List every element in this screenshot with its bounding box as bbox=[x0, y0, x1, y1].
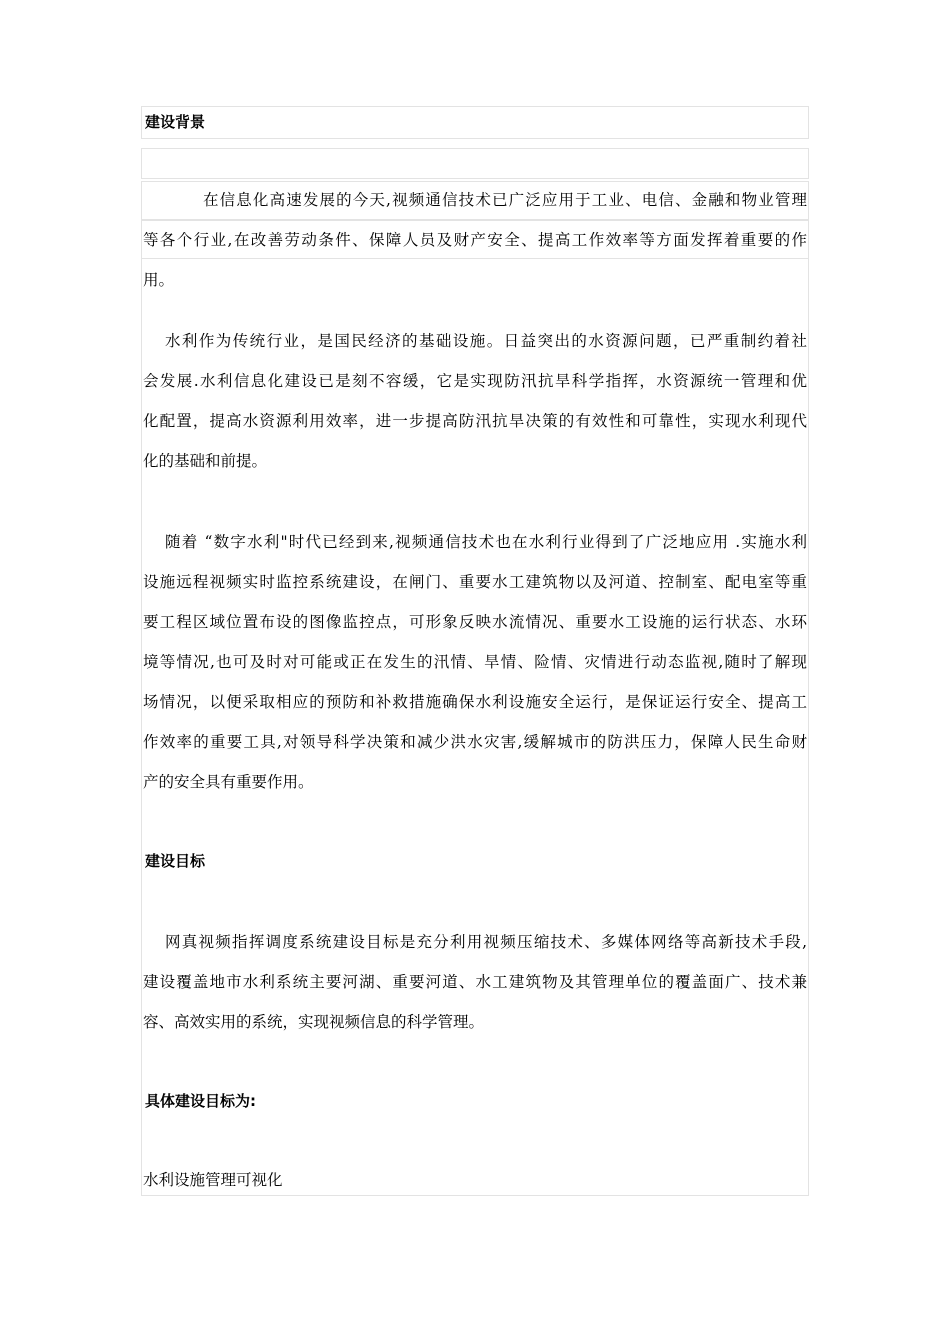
paragraph-line: 产的安全具有重要作用。 bbox=[143, 773, 314, 791]
paragraph-line: 设施远程视频实时监控系统建设，在闸门、重要水工建筑物以及河道、控制室、配电室等重 bbox=[143, 573, 807, 591]
paragraph-line: 水利作为传统行业，是国民经济的基础设施。日益突出的水资源问题，已严重制约着社 bbox=[165, 332, 807, 350]
table-row-empty-frame bbox=[141, 148, 809, 179]
paragraph-line: 随着 “数字水利"时代已经到来,视频通信技术也在水利行业得到了广泛地应用 .实施水利 bbox=[165, 533, 807, 551]
paragraph-line: 建设覆盖地市水利系统主要河湖、重要河道、水工建筑物及其管理单位的覆盖面广、技术兼 bbox=[143, 973, 807, 991]
paragraph-line: 境等情况,也可及时对可能或正在发生的汛情、旱情、险情、灾情进行动态监视,随时了解现 bbox=[143, 653, 807, 671]
paragraph-line: 要工程区域位置布设的图像监控点，可形象反映水流情况、重要水工设施的运行状态、水环 bbox=[143, 613, 807, 631]
section-heading-goal: 建设目标 bbox=[145, 852, 206, 870]
section-heading-background: 建设背景 bbox=[145, 113, 206, 131]
paragraph-line: 作效率的重要工具,对领导科学决策和减少洪水灾害,缓解城市的防洪压力，保障人民生命财 bbox=[143, 733, 807, 751]
paragraph-line: 网真视频指挥调度系统建设目标是充分利用视频压缩技术、多媒体网络等高新技术手段, bbox=[165, 933, 807, 951]
paragraph-line: 化配置，提高水资源利用效率，进一步提高防汛抗旱决策的有效性和可靠性，实现水利现代 bbox=[143, 412, 807, 430]
paragraph-line: 化的基础和前提。 bbox=[143, 452, 268, 470]
paragraph-line: 用。 bbox=[143, 271, 175, 289]
paragraph-line: 等各个行业,在改善劳动条件、保障人员及财产安全、提高工作效率等方面发挥着重要的作 bbox=[143, 231, 807, 249]
section-heading-specific: 具体建设目标为: bbox=[145, 1092, 256, 1110]
paragraph-line: 会发展.水利信息化建设已是刻不容缓，它是实现防汛抗旱科学指挥，水资源统一管理和优 bbox=[143, 372, 807, 390]
paragraph-line: 在信息化高速发展的今天,视频通信技术已广泛应用于工业、电信、金融和物业管理 bbox=[203, 191, 807, 209]
paragraph-line: 场情况，以便采取相应的预防和补救措施确保水利设施安全运行，是保证运行安全、提高工 bbox=[143, 693, 807, 711]
paragraph-line: 容、高效实用的系统，实现视频信息的科学管理。 bbox=[143, 1013, 485, 1031]
list-item: 水利设施管理可视化 bbox=[143, 1171, 283, 1189]
table-body-frame bbox=[141, 259, 809, 1196]
